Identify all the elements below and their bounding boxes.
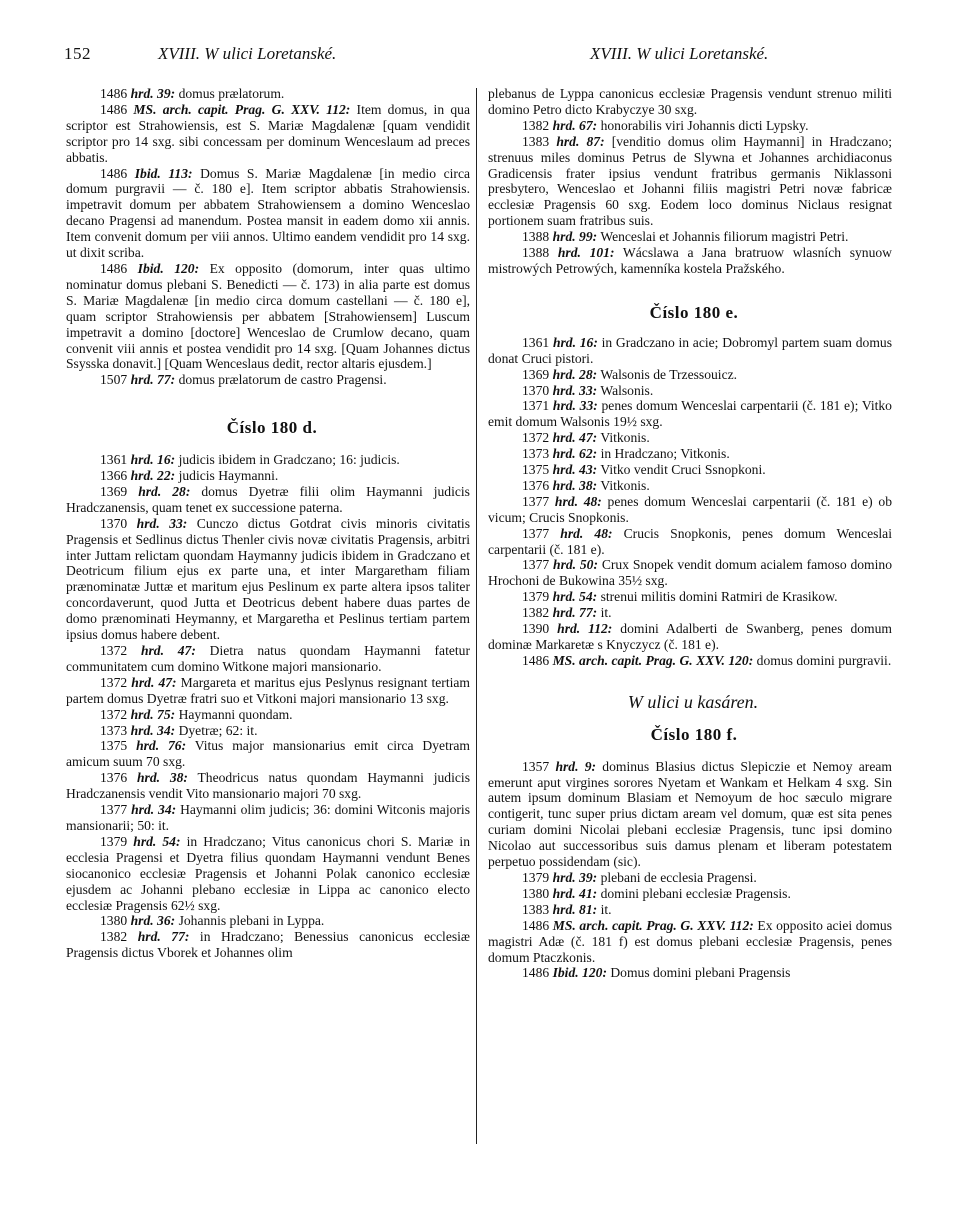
entry-year: 1361 — [100, 452, 128, 468]
entry-source: hrd. 28: — [552, 366, 598, 382]
entry-source: hrd. 87: — [556, 133, 605, 149]
entry-paragraph — [488, 383, 892, 399]
entry-paragraph — [488, 526, 892, 558]
entry-source: hrd. 16: — [130, 452, 176, 468]
entry-text: Crux Snopek vendit domum acialem famoso domino Hrochoni de Bukowina 35½ sxg. — [488, 557, 892, 589]
entry-source: hrd. 36: — [130, 913, 176, 929]
entry-text: Walsonis de Trzessouicz. — [597, 366, 738, 382]
entry-source: hrd. 112: — [557, 621, 613, 637]
entry-paragraph — [488, 621, 892, 653]
entry-source: hrd. 54: — [133, 833, 181, 849]
entry-text: Vitus major mansionarius emit circa Dyetram amicum suum 70 sxg. — [66, 738, 470, 770]
entry-source: hrd. 67: — [552, 117, 598, 133]
entry-text: judicis ibidem in Gradczano; 16: judicis. — [175, 452, 400, 468]
entry-source: hrd. 33: — [552, 398, 598, 414]
entry-source: hrd. 9: — [555, 758, 597, 774]
entry-source: hrd. 16: — [552, 334, 598, 350]
entry-source: hrd. 39: — [552, 869, 598, 885]
entry-text: domus domini purgravii. — [753, 652, 892, 668]
entry-source: MS. arch. capit. Prag. G. XXV. 112: — [552, 917, 754, 933]
entry-year: 1377 — [522, 493, 550, 509]
entry-year: 1366 — [100, 468, 128, 484]
entry-source: MS. arch. capit. Prag. G. XXV. 120: — [552, 652, 754, 668]
entry-paragraph — [488, 653, 892, 669]
entry-year: 1486 — [100, 165, 128, 181]
entry-text: Wenceslai et Johannis filiorum magistri Petri. — [597, 229, 849, 245]
entry-paragraph — [66, 452, 470, 468]
entry-text: dominus Blasius dictus Slepiczie et Nemoy aream emerunt aput virgines sorores Nyetam et Wankam et Helkam 4 sxg. Sin autem ipsum dominum Blasiam et Nemoyum de hoc sæculo migrare contigerit, tunc super prius dictam aream vel domum, quæ est sita penes curiam domini Nicolai plebani ecclesiæ Pragensis, tunc ipsi domino Nicolao aut successoribus suis damus plenam et liberam potestatem perpetuo possidendam (sic). — [488, 758, 892, 870]
entry-paragraph — [488, 118, 892, 134]
entry-year: 1376 — [100, 770, 128, 786]
entry-paragraph — [66, 770, 470, 802]
entry-source: Ibid. 113: — [134, 165, 193, 181]
section-180f-entries — [488, 759, 892, 982]
entry-year: 1369 — [100, 483, 128, 499]
entry-year: 1372 — [522, 430, 550, 446]
entry-year: 1379 — [522, 589, 550, 605]
entry-paragraph — [488, 759, 892, 870]
column-divider — [476, 88, 477, 1144]
entry-source: hrd. 54: — [552, 589, 598, 605]
page-number: 152 — [64, 44, 91, 63]
entry-year: 1388 — [522, 245, 550, 261]
entry-paragraph — [66, 707, 470, 723]
entry-year: 1379 — [522, 869, 550, 885]
entry-text: penes domum Wenceslai carpentarii (č. 181 e) ob vicum; Crucis Snopkonis. — [488, 493, 893, 525]
entry-text: Ex opposito (domorum, inter quas ultimo nominatur domus plebani S. Benedicti — č. 173) in alia parte est domus S. Mariæ Magdalenæ [in medio circa domum castellani — č. 180 e], quam scriptor Strahowiensis per abbatem [Strahowiensem] Luscum impetravit a domino [doctore] Wenceslao de Crumlow decano, quam convenit viii annis et postea vendidit pro 14 sxg. [Quam Johannes dictus Ssysska donavit.] [Quam Wenceslaus dedit, rector altaris ejusdem.] — [66, 260, 471, 372]
entry-text: in Hradczano; Vitus canonicus chori S. Mariæ in ecclesia Pragensi et Dyetra filius quondam Haymanni vendunt Benes siocanonico ecclesiæ Pragensis et Johanni Polak canonico ecclesiæ ejusdem ac Johanni plebano ecclesiæ in Lippa ac canonico electo ecclesiæ Pragensis 62½ sxg. — [66, 833, 470, 913]
entry-text: Walsonis. — [597, 382, 654, 398]
entry-paragraph — [488, 870, 892, 886]
entry-text: Dyetræ; 62: it. — [175, 722, 258, 738]
entry-year: 1369 — [522, 366, 550, 382]
section-heading-180f: Číslo 180 f. — [650, 724, 738, 744]
entry-source: hrd. 77: — [137, 929, 190, 945]
entry-source: hrd. 33: — [136, 515, 188, 531]
entry-paragraph — [488, 430, 892, 446]
entry-source: MS. arch. capit. Prag. G. XXV. 112: — [133, 101, 351, 117]
entry-source: hrd. 43: — [552, 462, 598, 478]
entry-source: hrd. 101: — [557, 245, 615, 261]
entry-text: [venditio domus olim Haymanni] in Hradczano; strenuus miles dominus Petrus de Slywna et Johannes archidiaconus Gradicensis frater ipsius vendunt fratribus germanis Niklassoni presbytero, Wenceslao et Johanni filiis magistri Petri novæ fabricæ ecclesiæ Pragensis 60 sxg. Eodem loco dominus Niclaus resignat portionem suam fratribus suis. — [488, 133, 892, 229]
section-180d-entries — [66, 452, 470, 961]
entry-text: Item domus, in qua scriptor est Strahowiensis, est S. Mariæ Magdalenæ [quam vendidit scriptor pro 14 sxg. sibi concessam per dominum Wenceslaum ad preces abbatis. — [66, 101, 470, 165]
entry-paragraph — [488, 918, 892, 966]
entry-year: 1382 — [100, 929, 128, 945]
entry-year: 1486 — [522, 917, 550, 933]
entry-text: Dietra natus quondam Haymanni fatetur communitatem cum domino Witkone majori mansionario. — [66, 643, 470, 674]
entry-paragraph — [488, 494, 892, 526]
entry-paragraph — [488, 446, 892, 462]
entry-year: 1375 — [100, 738, 128, 754]
entry-paragraph — [66, 643, 470, 675]
entry-text: Haymanni quondam. — [175, 706, 293, 722]
entry-year: 1371 — [522, 398, 550, 414]
entry-text: in Hradczano; Vitkonis. — [597, 446, 730, 462]
entry-text: in Hradczano; Benessius canonicus ecclesiæ Pragensis dictus Vborek et Johannes olim — [66, 929, 470, 961]
left-column — [66, 86, 470, 961]
entry-year: 1486 — [522, 652, 550, 668]
entry-source: hrd. 48: — [560, 525, 613, 541]
entry-text: Theodricus natus quondam Haymanni judicis Hradczanensis vendit Vito mansionario majori 70 sxg. — [66, 770, 470, 802]
entry-year: 1372 — [100, 674, 128, 690]
entry-year: 1388 — [522, 229, 550, 245]
entry-text: penes domum Wenceslai carpentarii (č. 181 e); Vitko emit domum Walsonis 19½ sxg. — [488, 398, 892, 430]
entry-source: Ibid. 120: — [552, 965, 607, 981]
entry-paragraph — [66, 675, 470, 707]
entry-text: plebani de ecclesia Pragensi. — [597, 869, 757, 885]
entry-source: hrd. 47: — [552, 430, 598, 446]
entry-source: hrd. 99: — [552, 229, 598, 245]
entry-source: hrd. 41: — [552, 885, 598, 901]
entry-year: 1377 — [522, 525, 550, 541]
entry-text: Johannis plebani in Lyppa. — [175, 913, 325, 929]
section-heading-180e: Číslo 180 e. — [649, 302, 739, 322]
entry-year: 1486 — [100, 260, 128, 276]
entry-source: hrd. 39: — [130, 86, 176, 101]
entry-source: hrd. 34: — [130, 722, 176, 738]
entry-year: 1486 — [522, 965, 550, 981]
entry-paragraph — [488, 86, 892, 118]
entry-source: hrd. 62: — [552, 446, 598, 462]
entry-paragraph — [66, 86, 470, 102]
entry-year: 1383 — [522, 133, 550, 149]
entry-year: 1383 — [522, 901, 550, 917]
entry-paragraph — [488, 478, 892, 494]
entry-text: Domus S. Mariæ Magdalenæ [in medio circa domum purgravii — č. 180 e]. Item scriptor abbatis Strahowiensis. impetravit domum per abbatem Strahowiensem a domino Wenceslao decano Pragensi ad manendum. Postea mansit in eadem domo xii annis. Item convenit domum per viii annos. Ultimo eandem vendidit pro 14 sxg. ut dixit scriba. — [66, 165, 471, 261]
section-180e-entries — [488, 335, 892, 669]
entry-year: 1380 — [522, 885, 550, 901]
entry-text: honorabilis viri Johannis dicti Lypsky. — [597, 117, 809, 133]
entry-text: Ex opposito aciei domus magistri Adæ (č. 181 f) est domus plebani ecclesiæ Pragensis, penes domum Ptaczkonis. — [488, 917, 892, 965]
entry-text: Wácslawa a Jana bratruow wlasních synuow mistrowých Petrowých, kamenníka kostela Pražského. — [488, 245, 892, 276]
entry-source: hrd. 38: — [552, 477, 598, 493]
running-head-left: XVIII. W ulici Loretanské. — [158, 44, 337, 63]
entry-text: Vitkonis. — [597, 477, 650, 493]
entry-paragraph — [66, 834, 470, 914]
entry-paragraph — [66, 484, 470, 516]
entry-year: 1361 — [522, 334, 550, 350]
entry-paragraph — [66, 166, 470, 261]
entry-source: hrd. 28: — [138, 483, 191, 499]
entry-text: domus prælatorum. — [175, 86, 285, 101]
entry-paragraph — [66, 723, 470, 739]
entry-year: 1377 — [522, 557, 550, 573]
entry-text: Crucis Snopkonis, penes domum Wenceslai carpentarii (č. 181 e). — [488, 525, 892, 557]
entry-source: hrd. 48: — [554, 493, 602, 509]
entry-text: domus Dyetræ filii olim Haymanni judicis Hradczanensis, quam tenet ex successione paterna. — [66, 483, 470, 515]
entry-year: 1377 — [100, 802, 128, 818]
entry-year: 1370 — [522, 382, 550, 398]
entry-text: it. — [597, 605, 612, 621]
entry-paragraph — [488, 335, 892, 367]
entry-paragraph — [66, 802, 470, 834]
entry-text: it. — [597, 901, 612, 917]
entry-text: domini Adalberti de Swanberg, penes domum dominæ Markaretæ s Knyczycz (č. 181 e). — [488, 621, 892, 652]
entry-paragraph — [488, 367, 892, 383]
entry-paragraph — [488, 134, 892, 229]
entry-paragraph — [488, 557, 892, 589]
right-column — [488, 86, 892, 981]
entry-year: 1372 — [100, 706, 128, 722]
entry-paragraph — [66, 738, 470, 770]
entry-year: 1486 — [100, 86, 128, 101]
entry-text: strenui militis domini Ratmiri de Krasikow. — [597, 589, 838, 605]
entry-year: 1370 — [100, 515, 128, 531]
entry-paragraph — [488, 462, 892, 478]
entry-text: judicis Haymanni. — [175, 468, 279, 484]
entry-paragraph — [488, 398, 892, 430]
entry-year: 1390 — [522, 621, 550, 637]
entry-paragraph — [66, 516, 470, 643]
left-entries — [66, 86, 470, 388]
entry-year: 1379 — [100, 833, 128, 849]
entry-text: Haymanni olim judicis; 36: domini Witconis majoris mansionarii; 50: it. — [66, 802, 470, 833]
entry-year: 1507 — [100, 372, 128, 388]
entry-year: 1382 — [522, 117, 550, 133]
entry-paragraph — [488, 965, 892, 981]
entry-text: domini plebani ecclesiæ Pragensis. — [597, 885, 791, 901]
entry-paragraph — [488, 902, 892, 918]
entry-source: hrd. 75: — [130, 706, 176, 722]
entry-paragraph — [66, 261, 470, 372]
entry-year: 1486 — [100, 101, 128, 117]
running-head-right: XVIII. W ulici Loretanské. — [590, 44, 769, 63]
entry-text: Cunczo dictus Gotdrat civis minoris civitatis Pragensis et Sedlinus dictus Thenler civis novæ civitatis Pragensis, arbitri inter Juttam relictam quondam Haymanny judicis ibidem in Gradczano et Deotricum filium ejus ex parte una, et inter Margaretham filiam prænominatæ Juttæ et maritum ejus Peslinum ex parte altera ipsos taliter concordaverunt, quod Jutta et Deotricus debent habere duas partes de domo prænominati Heymanny, et Margaretha et Peslinus tertiam partem ipsius domus habere debent. — [66, 515, 470, 643]
right-entries — [488, 86, 892, 277]
entry-text: in Gradczano in acie; Dobromyl partem suam domus donat Cruci pistori. — [488, 334, 892, 366]
entry-source: Ibid. 120: — [137, 260, 200, 276]
entry-source: hrd. 47: — [131, 674, 177, 690]
entry-year: 1382 — [522, 605, 550, 621]
entry-paragraph — [66, 102, 470, 166]
entry-year: 1357 — [522, 758, 550, 774]
street-heading: W ulici u kasáren. — [627, 691, 759, 712]
entry-year: 1372 — [100, 643, 128, 658]
entry-paragraph — [66, 929, 470, 961]
entry-paragraph — [488, 886, 892, 902]
entry-text: Margareta et maritus ejus Peslynus resignant tertiam partem domus Dyetræ fratri suo et Vitkoni majori mansionario 13 sxg. — [66, 674, 470, 706]
entry-year: 1380 — [100, 913, 128, 929]
entry-source: hrd. 77: — [552, 605, 598, 621]
entry-paragraph — [488, 245, 892, 277]
entry-text: domus prælatorum de castro Pragensi. — [175, 372, 387, 388]
entry-text: Domus domini plebani Pragensis — [606, 965, 791, 981]
entry-source: hrd. 50: — [553, 557, 598, 573]
section-heading-180d: Číslo 180 d. — [226, 418, 318, 438]
entry-source: hrd. 77: — [130, 372, 176, 388]
entry-source: hrd. 47: — [140, 643, 196, 658]
entry-source: hrd. 33: — [552, 382, 598, 398]
entry-source: hrd. 38: — [136, 770, 188, 786]
entry-paragraph — [488, 229, 892, 245]
entry-paragraph — [66, 913, 470, 929]
entry-source: hrd. 34: — [131, 802, 177, 818]
entry-paragraph — [488, 589, 892, 605]
entry-year: 1375 — [522, 462, 550, 478]
entry-text: Vitko vendit Cruci Ssnopkoni. — [597, 462, 766, 478]
entry-year: 1376 — [522, 477, 550, 493]
entry-paragraph — [488, 605, 892, 621]
entry-text: plebanus de Lyppa canonicus ecclesiæ Pragensis vendunt strenuo militi domino Petro dicto Krabyczye 30 sxg. — [488, 86, 892, 117]
entry-source: hrd. 76: — [136, 738, 187, 754]
entry-year: 1373 — [100, 722, 128, 738]
entry-paragraph — [66, 468, 470, 484]
entry-text: Vitkonis. — [597, 430, 650, 446]
entry-paragraph — [66, 372, 470, 388]
entry-year: 1373 — [522, 446, 550, 462]
entry-source: hrd. 22: — [130, 468, 176, 484]
entry-source: hrd. 81: — [552, 901, 598, 917]
